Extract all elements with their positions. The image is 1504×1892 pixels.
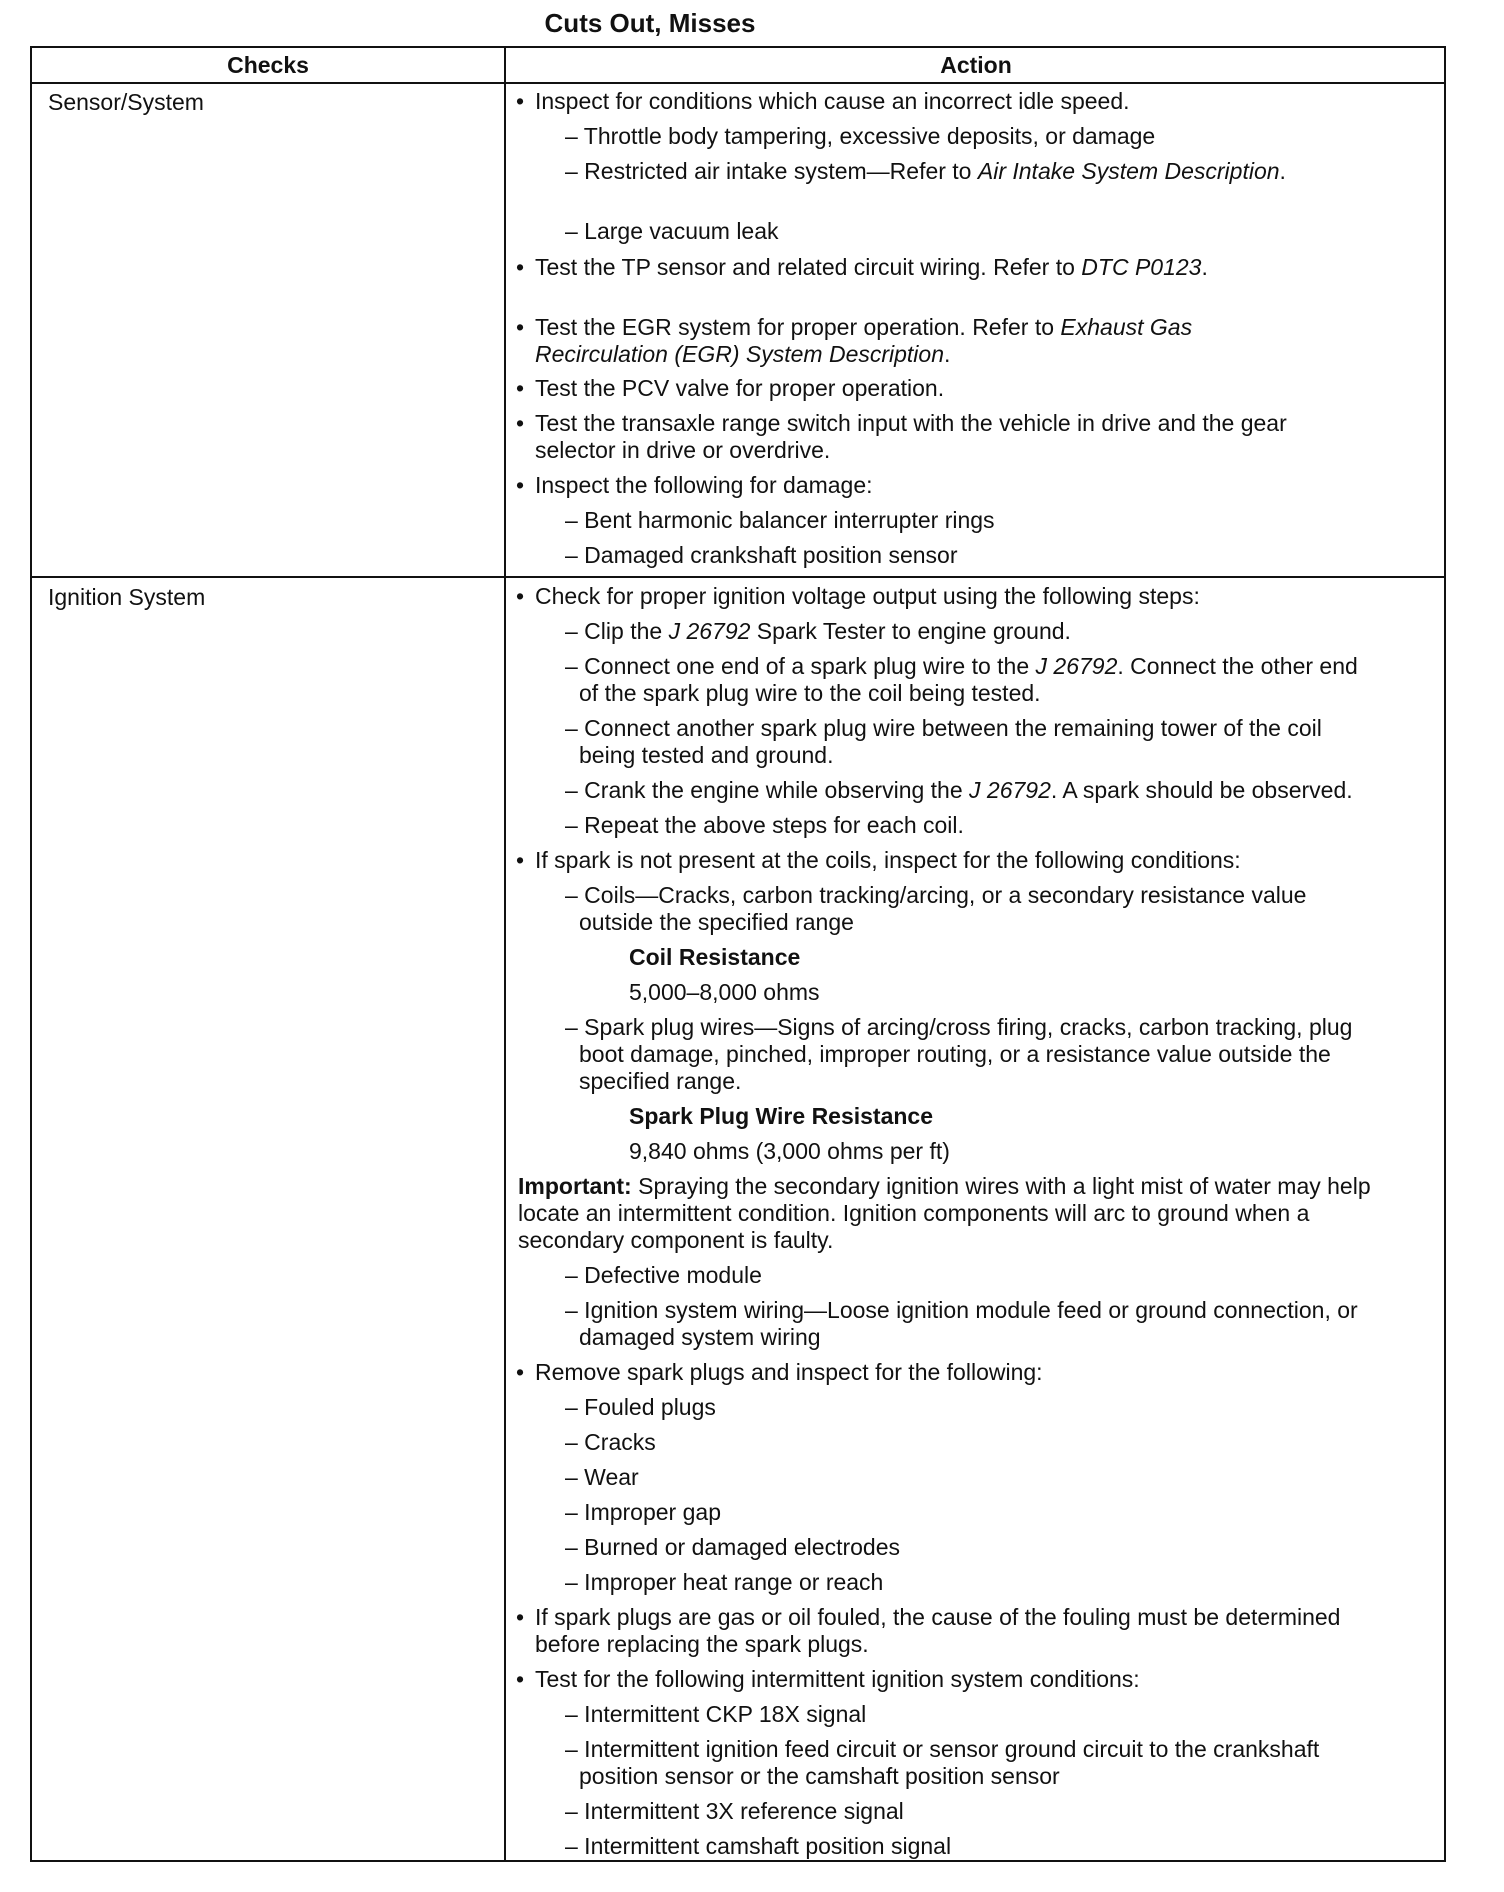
action-line: of the spark plug wire to the coil being tested. (579, 680, 1041, 706)
bullet-icon: • (516, 88, 525, 114)
action-line: – Crank the engine while observing the J 26792. A spark should be observed. (565, 777, 1353, 803)
action-line: – Throttle body tampering, excessive deposits, or damage (565, 123, 1156, 149)
action-header: Action (940, 52, 1012, 78)
action-line: Inspect the following for damage: (535, 472, 873, 498)
action-line: Recirculation (EGR) System Description. (535, 341, 951, 367)
action-line: – Cracks (565, 1429, 656, 1455)
action-line: – Improper heat range or reach (565, 1569, 884, 1595)
coil-resistance-label: Coil Resistance (629, 944, 801, 970)
action-line: damaged system wiring (579, 1324, 821, 1350)
action-line: position sensor or the camshaft position sensor (579, 1763, 1060, 1789)
action-line: Remove spark plugs and inspect for the following: (535, 1359, 1043, 1385)
important-note: Important: Spraying the secondary ignition wires with a light mist of water may help (518, 1173, 1371, 1199)
header-divider (32, 82, 1444, 84)
action-line: Test for the following intermittent ignition system conditions: (535, 1666, 1140, 1692)
bullet-icon: • (516, 1359, 525, 1385)
bullet-icon: • (516, 314, 525, 340)
action-line: – Improper gap (565, 1499, 721, 1525)
coil-resistance-value: 5,000–8,000 ohms (629, 979, 820, 1005)
action-line: Inspect for conditions which cause an incorrect idle speed. (535, 88, 1130, 114)
action-line: – Repeat the above steps for each coil. (565, 812, 964, 838)
action-line: – Connect another spark plug wire between the remaining tower of the coil (565, 715, 1322, 741)
action-line: boot damage, pinched, improper routing, or a resistance value outside the (579, 1041, 1331, 1067)
checks-header: Checks (227, 52, 309, 78)
action-line: – Spark plug wires—Signs of arcing/cross firing, cracks, carbon tracking, plug (565, 1014, 1353, 1040)
action-line: – Burned or damaged electrodes (565, 1534, 900, 1560)
bullet-icon: • (516, 375, 525, 401)
bullet-icon: • (516, 410, 525, 436)
action-line: – Large vacuum leak (565, 218, 779, 244)
action-line: selector in drive or overdrive. (535, 437, 831, 463)
action-line: – Bent harmonic balancer interrupter rings (565, 507, 995, 533)
important-note: locate an intermittent condition. Ignition components will arc to ground when a (518, 1200, 1310, 1226)
action-line: Test the EGR system for proper operation. Refer to Exhaust Gas (535, 314, 1193, 340)
action-line: – Damaged crankshaft position sensor (565, 542, 958, 568)
bullet-icon: • (516, 472, 525, 498)
diagnostic-table (30, 46, 1446, 1862)
action-line: – Clip the J 26792 Spark Tester to engine ground. (565, 618, 1071, 644)
bullet-icon: • (516, 1666, 525, 1692)
bullet-icon: • (516, 847, 525, 873)
action-line: specified range. (579, 1068, 742, 1094)
check-ignition-system: Ignition System (48, 584, 206, 610)
action-line: If spark is not present at the coils, inspect for the following conditions: (535, 847, 1241, 873)
action-line: Test the transaxle range switch input with the vehicle in drive and the gear (535, 410, 1287, 436)
action-line: Test the TP sensor and related circuit wiring. Refer to DTC P0123. (535, 254, 1208, 280)
action-line: outside the specified range (579, 909, 854, 935)
action-line: – Ignition system wiring—Loose ignition module feed or ground connection, or (565, 1297, 1358, 1323)
row-divider (32, 576, 1444, 578)
action-line: – Intermittent 3X reference signal (565, 1798, 904, 1824)
check-sensor-system: Sensor/System (48, 89, 204, 115)
action-line: Test the PCV valve for proper operation. (535, 375, 945, 401)
action-line: – Connect one end of a spark plug wire to the J 26792. Connect the other end (565, 653, 1358, 679)
action-line: being tested and ground. (579, 742, 834, 768)
action-line: If spark plugs are gas or oil fouled, the cause of the fouling must be determined (535, 1604, 1341, 1630)
action-line: – Intermittent ignition feed circuit or sensor ground circuit to the crankshaft (565, 1736, 1320, 1762)
bullet-icon: • (516, 1604, 525, 1630)
action-line: – Coils—Cracks, carbon tracking/arcing, or a secondary resistance value (565, 882, 1307, 908)
action-line: Check for proper ignition voltage output using the following steps: (535, 583, 1200, 609)
page-title: Cuts Out, Misses (544, 8, 756, 38)
wire-resistance-label: Spark Plug Wire Resistance (629, 1103, 934, 1129)
bullet-icon: • (516, 254, 525, 280)
action-line: before replacing the spark plugs. (535, 1631, 869, 1657)
wire-resistance-value: 9,840 ohms (3,000 ohms per ft) (629, 1138, 950, 1164)
action-line: – Intermittent camshaft position signal (565, 1833, 952, 1859)
bullet-icon: • (516, 583, 525, 609)
action-line: – Wear (565, 1464, 639, 1490)
important-note: secondary component is faulty. (518, 1227, 834, 1253)
action-line: – Fouled plugs (565, 1394, 716, 1420)
action-line: – Restricted air intake system—Refer to Air Intake System Description. (565, 158, 1286, 184)
column-divider (504, 48, 506, 1860)
action-line: – Defective module (565, 1262, 762, 1288)
action-line: – Intermittent CKP 18X signal (565, 1701, 867, 1727)
